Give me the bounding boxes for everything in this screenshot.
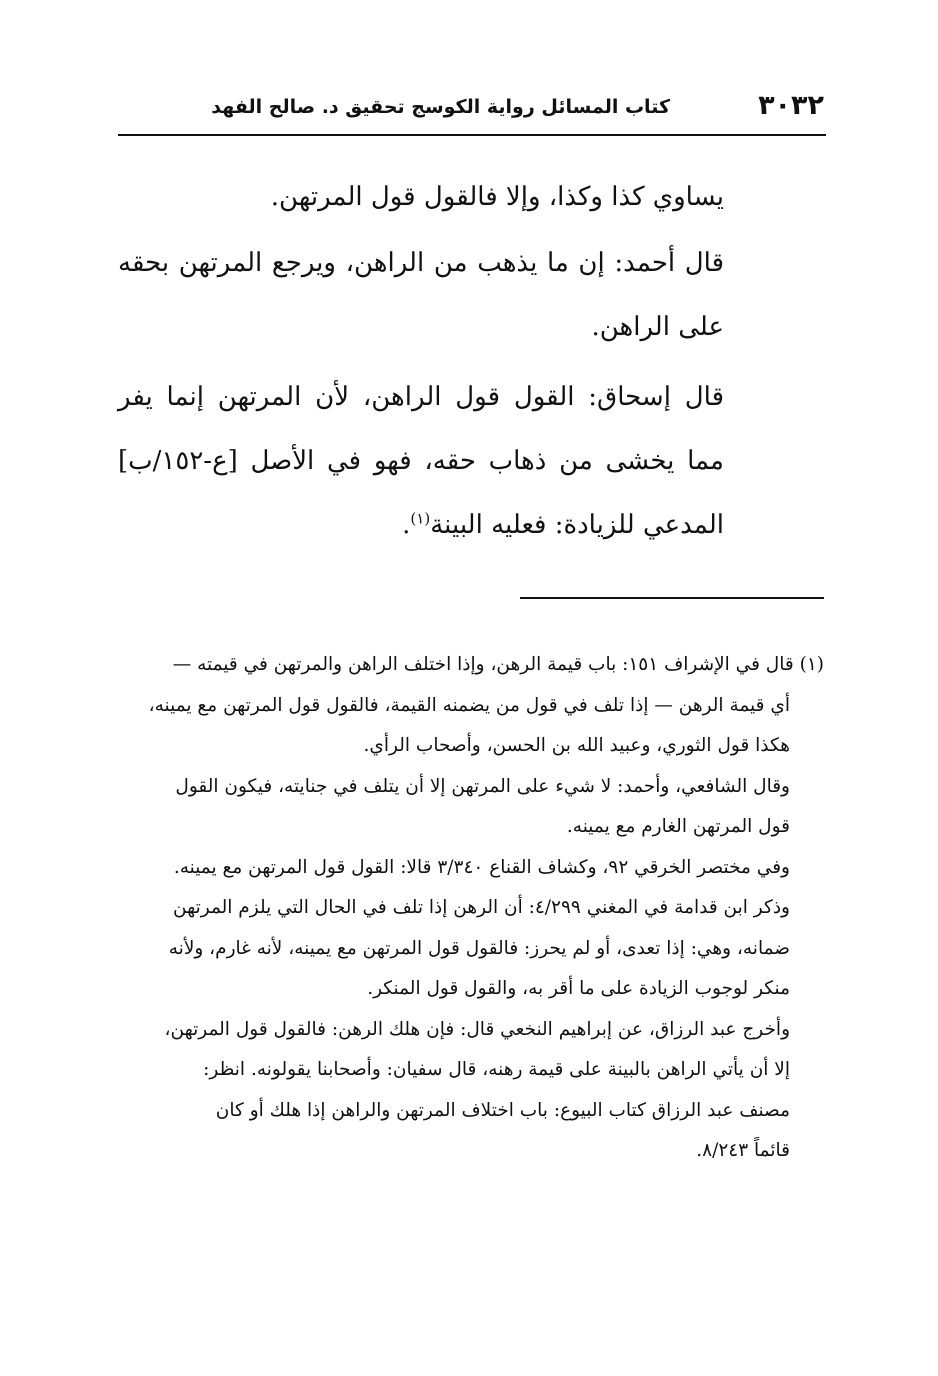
footnote-line: وقال الشافعي، وأحمد: لا شيء على المرتهن إلا أن يتلف في جنايته، فيكون القول: [175, 775, 790, 797]
footnote-line: وأخرج عبد الرزاق، عن إبراهيم النخعي قال: فإن هلك الرهن: فالقول قول المرتهن،: [164, 1018, 790, 1040]
page-header: [118, 86, 824, 130]
footnote-line: وفي مختصر الخرقي ٩٢، وكشاف القناع ٣/٣٤٠ قالا: القول قول المرتهن مع يمينه.: [173, 856, 790, 878]
body-paragraph: يساوي كذا وكذا، وإلا فالقول قول المرتهن.: [270, 182, 724, 212]
footnote-line: مصنف عبد الرزاق كتاب البيوع: باب اختلاف المرتهن والراهن إذا هلك أو كان: [215, 1099, 790, 1121]
footnote-line: إلا أن يأتي الراهن بالبينة على قيمة رهنه، قال سفيان: وأصحابنا يقولونه. انظر:: [203, 1059, 790, 1080]
footnote-line: منكر لوجوب الزيادة على ما أقر به، والقول قول المنكر.: [367, 978, 790, 999]
footnote-line: (١) قال في الإشراف ١٥١: باب قيمة الرهن، وإذا اختلف الراهن والمرتهن في قيمته —: [172, 654, 824, 675]
footnote-line: أي قيمة الرهن — إذا تلف في قول من يضمنه القيمة، فالقول قول المرتهن مع يمينه،: [148, 694, 790, 716]
main-text: [118, 165, 724, 563]
running-title: كتاب المسائل رواية الكوسج تحقيق د. صالح الفهد: [211, 96, 670, 118]
body-paragraph: قال أحمد: إن ما يذهب من الراهن، ويرجع المرتهن بحقه على الراهن.: [118, 248, 724, 342]
footnote-line: قائماً ٨/٢٤٣.: [696, 1140, 790, 1161]
footnote-reference[interactable]: (١): [410, 509, 431, 528]
page-number: ٣٠٣٢: [758, 90, 824, 121]
sentence-period: .: [402, 510, 411, 540]
footnote-line: ضمانه، وهي: إذا تعدى، أو لم يحرز: فالقول قول المرتهن مع يمينه، لأنه غارم، ولأنه: [168, 937, 790, 959]
footnotes-section: [112, 645, 824, 1172]
header-rule: [118, 134, 826, 136]
footnote-line: قول المرتهن الغارم مع يمينه.: [566, 816, 790, 837]
footnote-line: هكذا قول الثوري، وعبيد الله بن الحسن، وأصحاب الرأي.: [363, 735, 790, 756]
body-paragraph-with-footnote: [118, 365, 724, 557]
body-paragraph: قال إسحاق: القول قول الراهن، لأن المرتهن إنما يفر مما يخشى من ذهاب حقه، فهو في الأصل [ع-١٥٢/ب] المدعي للزيادة: فعليه البينة: [118, 382, 724, 540]
footnote-line: وذكر ابن قدامة في المغني ٤/٢٩٩: أن الرهن إذا تلف في الحال التي يلزم المرتهن: [172, 897, 790, 918]
footnote-separator: [520, 597, 824, 599]
